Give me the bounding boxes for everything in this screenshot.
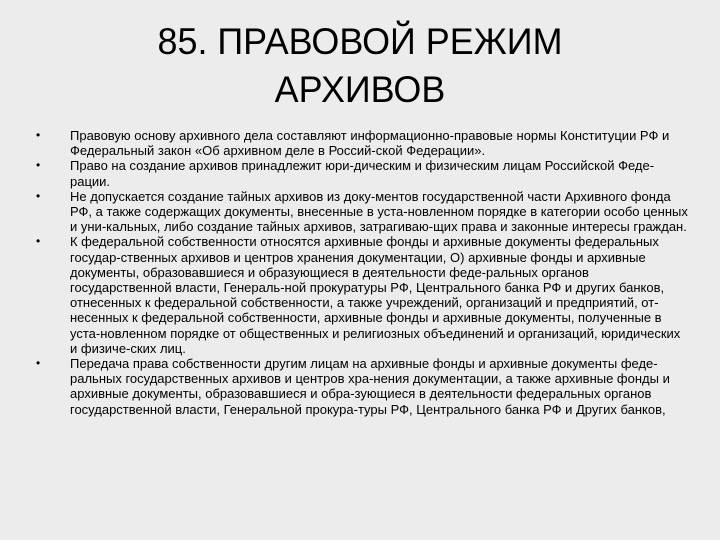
bullet-text-2: Право на создание архивов принадлежит юри-дическим и физическим лицам Российской Феде-рации. [70,158,655,189]
bullet-text-1: Правовую основу архивного дела составляют информационно-правовые нормы Конституции РФ и Федеральный закон «Об архивном деле в Россий-ской Федерации». [70,128,670,159]
bullet-marker: • [36,158,41,173]
bullet-marker: • [36,128,41,142]
bullet-marker: • [36,234,41,249]
bullet-item-3 [0,189,720,235]
slide-title [11,18,709,114]
slide-title-line-1: 85. ПРАВОВОЙ РЕЖИМ [157,21,563,62]
bullet-item-5 [0,356,720,417]
bullet-item-2 [0,158,720,188]
bullet-item-4 [0,234,720,356]
bullet-marker: • [36,188,41,203]
slide-title-line-2: АРХИВОВ [274,69,446,110]
bullet-text-5: Передача права собственности другим лицам на архивные фонды и архивные документы феде-ральных государственных архивов и центров хра-нения документации, а также архивные фонды и архивные документы, образовавшиеся и обра-зующиеся в деятельности федеральных органов государственной власти, Генеральной прокура-туры РФ, Центрального банка РФ и Других банков, [70,356,670,417]
bullet-text-3: Не допускается создание тайных архивов из доку-ментов государственной части Архивного фонда РФ, а также содержащих документы, внесенные в уста-новленном порядке в категории особо ценных и уни-кальных, либо создание тайных архивов, затрагиваю-щих права и законные интересы граждан. [70,188,688,235]
bullet-marker: • [36,356,41,371]
bullet-list [0,128,720,417]
bullet-item-1 [0,128,720,158]
bullet-text-4: К федеральной собственности относятся архивные фонды и архивные документы федеральных государ-ственных архивов и центров хранения документации, О) архивные фонды и архивные документы, образовавшиеся и образующиеся в деятельности феде-ральных органов государственной власти, Генераль-ной прокуратуры РФ, Центрального банка РФ и других банков, отнесенных к федеральной собственности, а также учреждений, организаций и предприятий, от-несенных к федеральной собственности, архивные фонды и архивные документы, полученные в уста-новленном порядке от общественных и религиозных объединений и организаций, юридических и физиче-ских лиц. [70,234,681,356]
